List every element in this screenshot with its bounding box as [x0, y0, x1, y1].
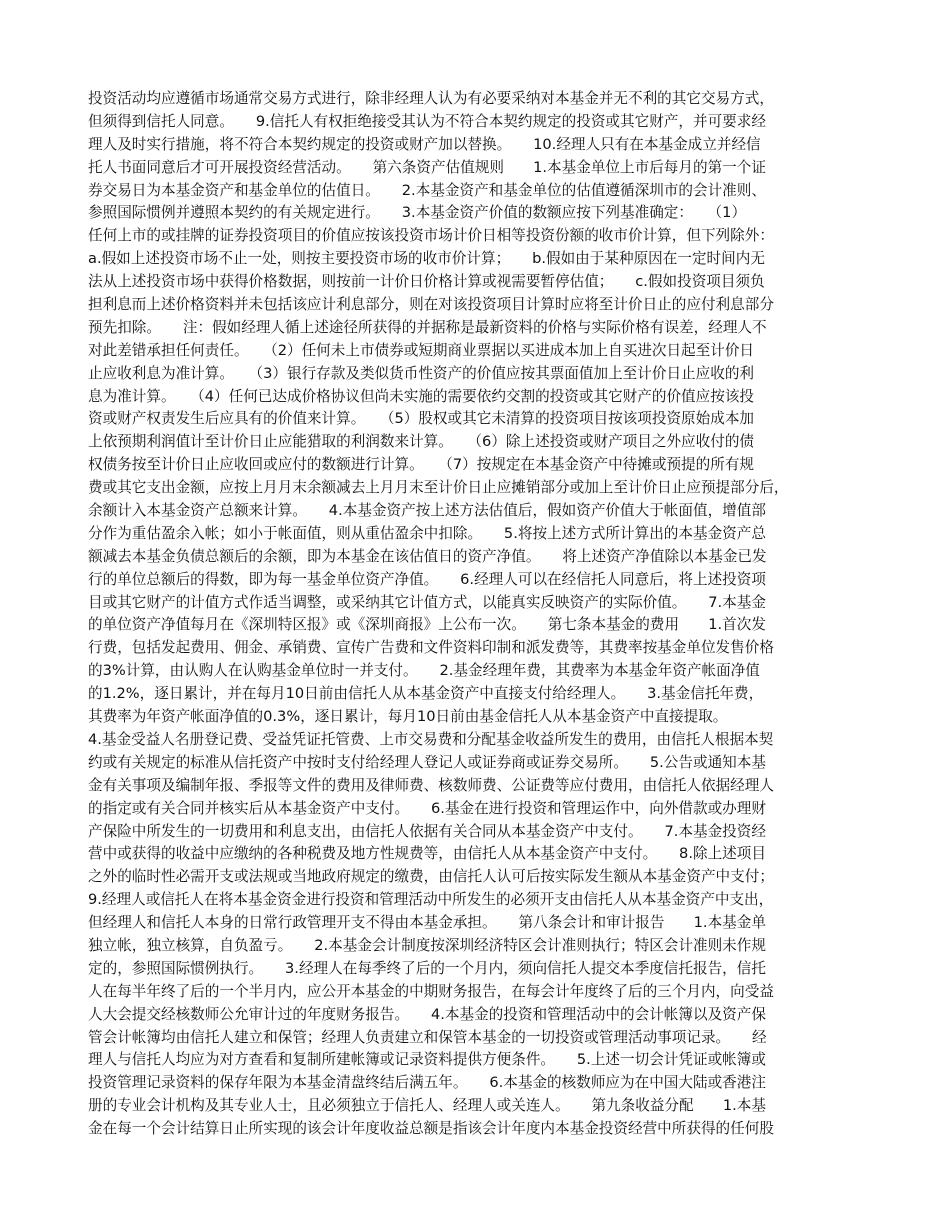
text-line: 金在每一个会计结算日止所实现的该会计年度收益总额是指该会计年度内本基金投资经营中所获得的任何股 [88, 1120, 774, 1138]
text-line: 行费，包括发起费用、佣金、承销费、宣传广告费和文件资料印制和派发费等，其费率按基金单位发售价格 [88, 639, 774, 657]
text-line: 其费率为年资产帐面净值的0.3%，逐日累计，每月10日前由基金信托人从本基金资产中直接提取。 [88, 708, 728, 726]
text-line: 定的，参照国际惯例执行。 3.经理人在每季终了后的一个月内，须向信托人提交本季度信托报告，信托 [88, 959, 766, 977]
text-line: 理人及时实行措施，将不符合本契约规定的投资或财产加以替换。 10.经理人只有在本基金成立并经信 [88, 135, 761, 153]
text-line: 任何上市的或挂牌的证券投资项目的价值应按该投资市场计价日相等投资份额的收市价计算，但下列除外： [88, 227, 774, 245]
text-line: 之外的临时性必需开支或法规或当地政府规定的缴费，由信托人认可后按实际发生额从本基金资产中支付； [88, 868, 774, 886]
text-line: 册的专业会计机构及其专业人士，且必须独立于信托人、经理人或关连人。 第九条收益分配 1.本基 [88, 1097, 766, 1115]
text-line: 息为准计算。 （4）任何已达成价格协议但尚未实施的需要依约交割的投资或其它财产的价值应按该投 [88, 387, 755, 405]
text-line: 投资管理记录资料的保存年限为本基金清盘终结后满五年。 6.本基金的核数师应为在中国大陆或香港注 [88, 1074, 766, 1092]
text-line: 权债务按至计价日止应收回或应付的数额进行计算。 （7）按规定在本基金资产中待摊或预提的所有规 [88, 456, 755, 474]
text-line: 上依预期利润值计至计价日止应能猎取的利润数来计算。 （6）除上述投资或财产项目之外应收付的债 [88, 433, 755, 451]
text-line: 对此差错承担任何责任。 （2）任何未上市债券或短期商业票据以买进成本加上自买进次日起至计价日 [88, 341, 755, 359]
text-line: 的单位资产净值每月在《深圳特区报》或《深圳商报》上公布一次。 第七条本基金的费用 1.首次发 [88, 616, 766, 634]
document-page [88, 88, 864, 1141]
text-line: 资或财产权责发生后应具有的价值来计算。 （5）股权或其它未清算的投资项目按该项投资原始成本加 [88, 410, 755, 428]
text-line: 券交易日为本基金资产和基金单位的估值日。 2.本基金资产和基金单位的估值遵循深圳市的会计准则、 [88, 181, 766, 199]
text-line: 理人与信托人均应为对方查看和复制所建帐簿或记录资料提供方便条件。 5.上述一切会计凭证或帐簿或 [88, 1051, 766, 1069]
text-line: 约或有关规定的标准从信托资产中按时支付给经理人登记人或证券商或证券交易所。 5.公告或通知本基 [88, 753, 766, 771]
text-line: 管会计帐簿均由信托人建立和保管；经理人负责建立和保管本基金的一切投资或管理活动事项记录。 经 [88, 1028, 767, 1046]
text-line: a.假如上述投资市场不止一处，则按主要投资市场的收市价计算； b.假如由于某种原因在一定时间内无 [88, 250, 765, 268]
text-line: 投资活动均应遵循市场通常交易方式进行，除非经理人认为有必要采纳对本基金并无不利的其它交易方式， [88, 90, 774, 107]
text-line: 预先扣除。 注：假如经理人循上述途径所获得的并据称是最新资料的价格与实际价格有误差，经理人不 [88, 318, 767, 336]
text-line: 额减去本基金负债总额后的余额，即为本基金在该估值日的资产净值。 将上述资产净值除以本基金已发 [88, 547, 767, 565]
text-line: 余额计入本基金资产总额来计算。 4.本基金资产按上述方法估值后，假如资产价值大于帐面值，增值部 [88, 502, 766, 520]
text-line: 产保险中所发生的一切费用和利息支出，由信托人依据有关合同从本基金资产中支付。 7.本基金投资经 [88, 822, 766, 840]
text-line: 行的单位总额后的得数，即为每一基金单位资产净值。 6.经理人可以在经信托人同意后，将上述投资项 [88, 570, 766, 588]
text-line: 的1.2%，逐日累计，并在每月10日前由信托人从本基金资产中直接支付给经理人。 3.基金信托年费， [88, 685, 764, 703]
text-line: 的3%计算，由认购人在认购基金单位时一并支付。 2.基金经理年费，其费率为本基金年资产帐面净值 [88, 662, 760, 680]
text-line: 独立帐，独立核算，自负盈亏。 2.本基金会计制度按深圳经济特区会计准则执行；特区会计准则未作规 [88, 936, 766, 954]
text-line: 托人书面同意后才可开展投资经营活动。 第六条资产估值规则 1.本基金单位上市后每月的第一个证 [88, 158, 766, 176]
text-line: 但须得到信托人同意。 9.信托人有权拒绝接受其认为不符合本契约规定的投资或其它财产，并可要求经 [88, 112, 766, 130]
text-line: 费或其它支出金额，应按上月月末余额减去上月月末至计价日止应摊销部分或加上至计价日止应预提部分后， [88, 479, 789, 497]
text-line: 营中或获得的收益中应缴纳的各种税费及地方性规费等，由信托人从本基金资产中支付。 8.除上述项目 [88, 845, 766, 863]
text-line: 但经理人和信托人本身的日常行政管理开支不得由本基金承担。 第八条会计和审计报告 1.本基金单 [88, 914, 766, 932]
text-line: 人在每半年终了后的一个半月内，应公开本基金的中期财务报告，在每会计年度终了后的三个月内，向受益 [88, 982, 774, 1000]
text-line: 法从上述投资市场中获得价格数据，则按前一计价日价格计算或视需要暂停估值； c.假如投资项目须负 [88, 273, 765, 291]
text-line: 止应收利息为准计算。 （3）银行存款及类似货币性资产的价值应按其票面值加上至计价日止应收的利 [88, 364, 755, 382]
text-line: 4.基金受益人名册登记费、受益凭证托管费、上市交易费和分配基金收益所发生的费用，由信托人根据本契 [88, 730, 774, 748]
text-line: 目或其它财产的计值方式作适当调整，或采纳其它计值方式，以能真实反映资产的实际价值。 7.本基金 [88, 593, 766, 611]
text-line: 人大会提交经核数师公允审计过的年度财务报告。 4.本基金的投资和管理活动中的会计帐簿以及资产保 [88, 1005, 766, 1023]
text-line: 的指定或有关合同并核实后从本基金资产中支付。 6.基金在进行投资和管理运作中，向外借款或办理财 [88, 799, 766, 817]
text-line: 担利息而上述价格资料并未包括该应计利息部分，则在对该投资项目计算时应将至计价日止的应付利息部分 [88, 296, 774, 314]
text-line: 9.经理人或信托人在将本基金资金进行投资和管理活动中所发生的必须开支由信托人从本基金资产中支出， [88, 891, 774, 909]
text-line: 金有关事项及编制年报、季报等文件的费用及律师费、核数师费、公证费等应付费用，由信托人依据经理人 [88, 776, 774, 794]
text-line: 分作为重估盈余入帐；如小于帐面值，则从重估盈余中扣除。 5.将按上述方式所计算出的本基金资产总 [88, 524, 766, 542]
text-line: 参照国际惯例并遵照本契约的有关规定进行。 3.本基金资产价值的数额应按下列基准确定： （1） [88, 204, 747, 222]
